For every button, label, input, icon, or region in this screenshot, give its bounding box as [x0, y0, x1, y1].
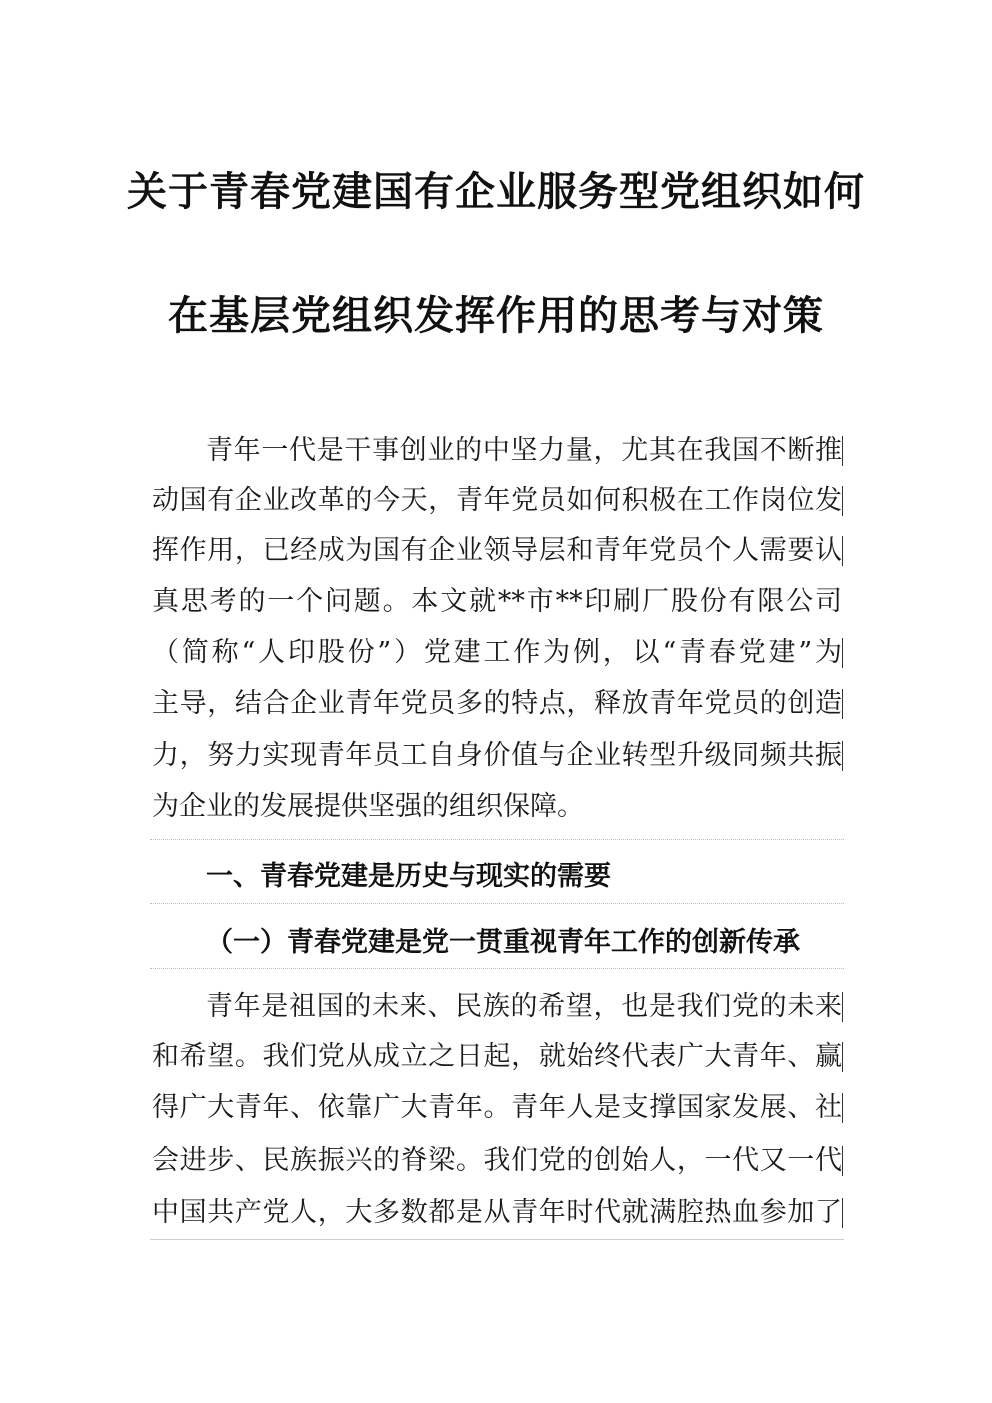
line-end-mark	[842, 436, 843, 466]
line-end-mark	[842, 1042, 843, 1072]
paragraph-separator	[150, 968, 844, 969]
line-end-mark	[842, 1146, 843, 1176]
intro-line-5: （简称“人印股份”）党建工作为例，以“青春党建”为	[152, 637, 842, 668]
body-line-4: 会进步、民族振兴的脊梁。我们党的创始人，一代又一代	[152, 1145, 842, 1176]
body-line-5: 中国共产党人，大多数都是从青年时代就满腔热血参加了	[152, 1197, 842, 1228]
subsection-heading: （一）青春党建是党一贯重视青年工作的创新传承	[206, 927, 800, 958]
intro-line-2: 动国有企业改革的今天，青年党员如何积极在工作岗位发	[152, 485, 842, 516]
line-end-mark	[842, 1198, 843, 1228]
document-title-line-1: 关于青春党建国有企业服务型党组织如何	[127, 168, 865, 215]
line-end-mark	[842, 1093, 843, 1123]
page-bottom-rule	[150, 1239, 844, 1240]
intro-line-4: 真思考的一个问题。本文就**市**印刷厂股份有限公司	[152, 586, 842, 617]
body-line-2: 和希望。我们党从成立之日起，就始终代表广大青年、赢	[152, 1041, 842, 1072]
body-line-1: 青年是祖国的未来、民族的希望，也是我们党的未来	[206, 991, 842, 1022]
intro-line-3: 挥作用，已经成为国有企业领导层和青年党员个人需要认	[152, 535, 842, 566]
intro-line-6: 主导，结合企业青年党员多的特点，释放青年党员的创造	[152, 688, 842, 719]
document-title-line-2: 在基层党组织发挥作用的思考与对策	[168, 292, 824, 339]
section-heading: 一、青春党建是历史与现实的需要	[206, 861, 611, 892]
line-end-mark	[842, 638, 843, 668]
paragraph-separator	[150, 903, 844, 904]
body-line-3: 得广大青年、依靠广大青年。青年人是支撑国家发展、社	[152, 1092, 842, 1123]
intro-line-1: 青年一代是干事创业的中坚力量，尤其在我国不断推	[206, 435, 842, 466]
intro-line-8: 为企业的发展提供坚强的组织保障。	[152, 791, 584, 822]
line-end-mark	[842, 992, 843, 1022]
line-end-mark	[842, 536, 843, 566]
line-end-mark	[842, 741, 843, 771]
paragraph-separator	[150, 839, 844, 840]
intro-line-7: 力，努力实现青年员工自身价值与企业转型升级同频共振	[152, 740, 842, 771]
line-end-mark	[842, 486, 843, 516]
line-end-mark	[842, 689, 843, 719]
